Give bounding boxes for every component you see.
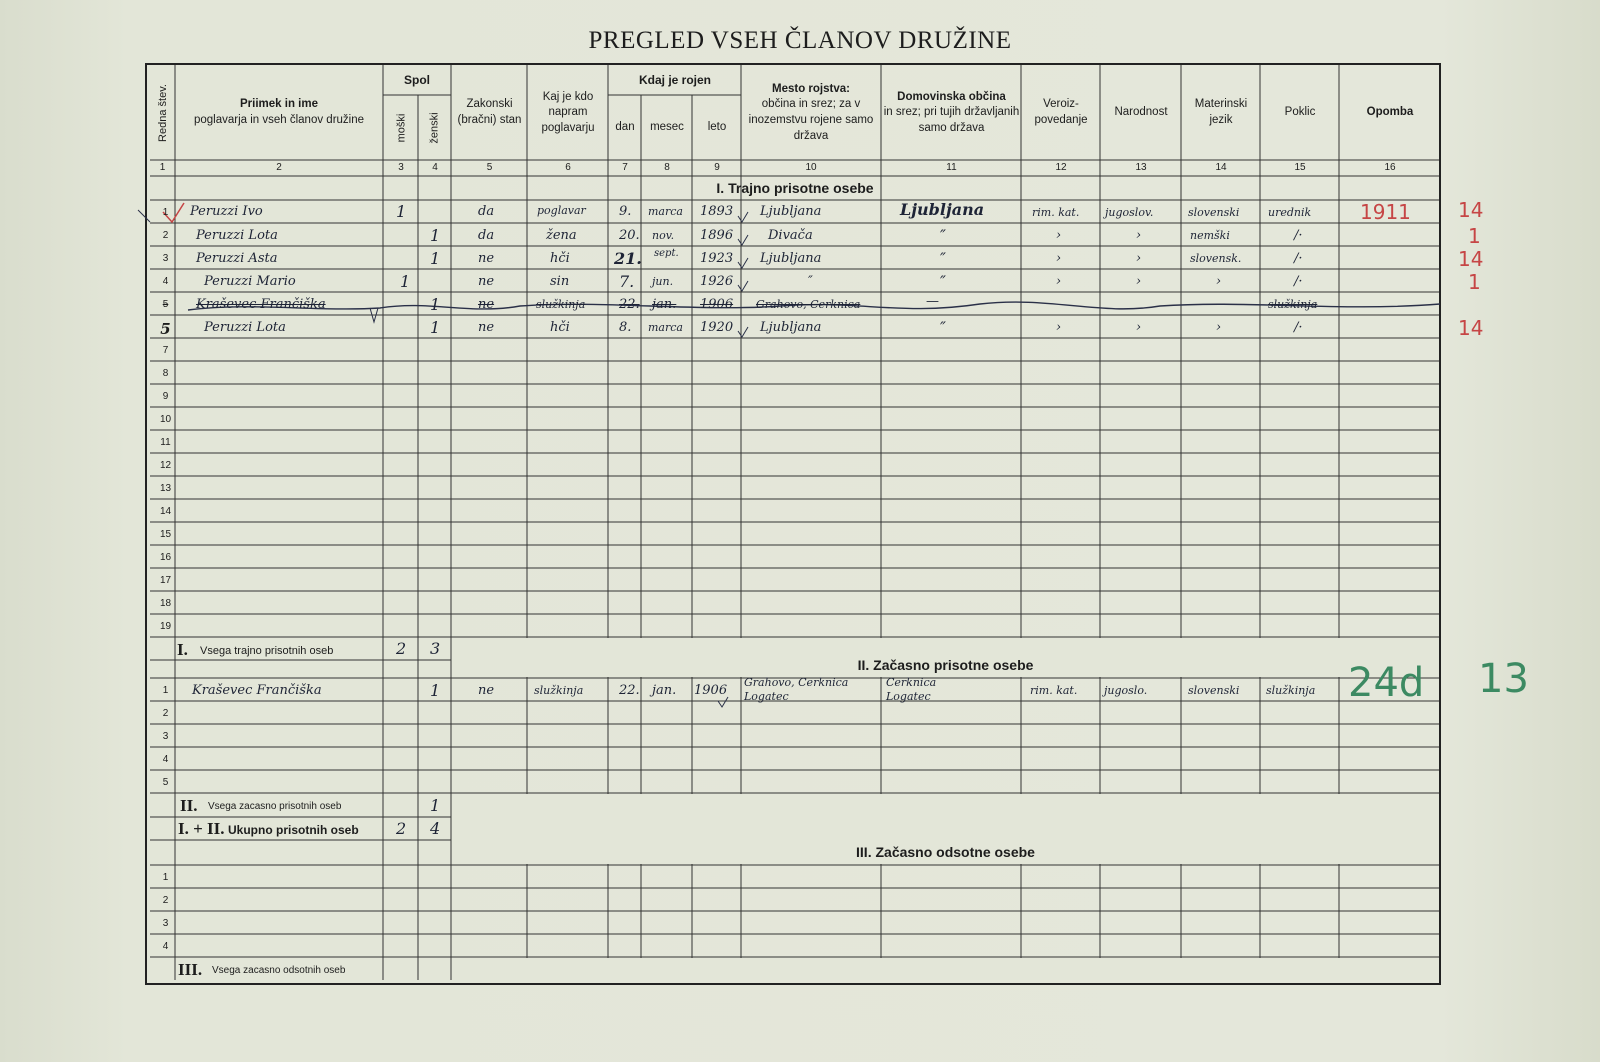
entry-month: jan. bbox=[652, 683, 677, 698]
col-number: 13 bbox=[1135, 162, 1147, 173]
col-number: 8 bbox=[664, 162, 670, 173]
entry-marital: ne bbox=[478, 297, 495, 312]
entry-marital: ne bbox=[478, 683, 495, 698]
entry-day: 22. bbox=[619, 683, 640, 698]
col-day-header: dan bbox=[615, 121, 635, 134]
entry-male: 1 bbox=[400, 272, 411, 291]
entry-female: 1 bbox=[430, 295, 441, 314]
total-present-male: 2 bbox=[396, 639, 407, 658]
entry-month: marca bbox=[648, 205, 683, 218]
entry-relation: služkinja bbox=[536, 298, 586, 311]
row-number: 17 bbox=[159, 575, 172, 586]
entry-birthplace: Ljubljana bbox=[760, 251, 822, 266]
entry-day: 8. bbox=[619, 320, 632, 335]
entry-nationality: › bbox=[1136, 228, 1142, 243]
col-relation-header: Kaj je kdo napram poglavarju bbox=[541, 90, 595, 134]
row-number: 5 bbox=[162, 299, 169, 310]
row-number: 14 bbox=[159, 506, 172, 517]
row-number-handwritten: 5 bbox=[160, 320, 171, 338]
entry-female: 1 bbox=[430, 318, 441, 337]
row-number: 19 bbox=[159, 621, 172, 632]
row-number: 12 bbox=[159, 460, 172, 471]
col-home-header bbox=[882, 66, 1021, 160]
col-number: 4 bbox=[432, 162, 438, 173]
col-number: 11 bbox=[946, 162, 957, 173]
entry-language: slovensk. bbox=[1190, 252, 1242, 265]
entry-occupation: služkinja bbox=[1268, 298, 1318, 311]
entry-birthplace: Ljubljana bbox=[760, 320, 822, 335]
row-number: 1 bbox=[162, 685, 169, 696]
row-number: 2 bbox=[162, 708, 169, 719]
total-all-present-male: 2 bbox=[396, 819, 407, 838]
row-number: 4 bbox=[162, 754, 169, 765]
row-number: 3 bbox=[162, 731, 169, 742]
row-number: 2 bbox=[162, 895, 169, 906]
entry-birthplace: Ljubljana bbox=[760, 204, 822, 219]
entry-birthplace: ″ bbox=[808, 274, 813, 289]
entry-year: 1926 bbox=[700, 274, 734, 289]
entry-year: 1906 bbox=[700, 297, 734, 312]
row-number: 15 bbox=[159, 529, 172, 540]
page-title: PREGLED VSEH ČLANOV DRUŽINE bbox=[588, 27, 1012, 54]
entry-relation: hči bbox=[550, 251, 570, 266]
entry-year: 1896 bbox=[700, 228, 734, 243]
entry-month: sept. bbox=[654, 248, 679, 259]
entry-day: 7. bbox=[619, 272, 635, 291]
entry-language: › bbox=[1216, 274, 1222, 289]
entry-home: — bbox=[926, 294, 939, 309]
total-present-label: Vsega trajno prisotnih oseb bbox=[200, 645, 334, 657]
total-roman-ii: II. bbox=[180, 796, 198, 815]
col-name-header bbox=[176, 66, 382, 160]
total-all-present-female: 4 bbox=[430, 819, 441, 838]
entry-name: Peruzzi Ivo bbox=[190, 204, 263, 219]
row-number: 13 bbox=[159, 483, 172, 494]
row-number: 7 bbox=[162, 345, 169, 356]
row-number: 9 bbox=[162, 391, 169, 402]
entry-month: marca bbox=[648, 321, 683, 334]
entry-nationality: › bbox=[1136, 251, 1142, 266]
entry-occupation: /· bbox=[1294, 228, 1303, 243]
row-number: 5 bbox=[162, 777, 169, 788]
col-home-sub: in srez; pri tujih državljanih samo država bbox=[883, 106, 1020, 134]
entry-home: Ljubljana bbox=[900, 200, 985, 219]
entry-home: Cerknica Logatec bbox=[886, 676, 937, 704]
entry-female: 1 bbox=[430, 681, 441, 700]
entry-language: slovenski bbox=[1188, 206, 1240, 219]
entry-religion: rim. kat. bbox=[1030, 684, 1078, 697]
col-language-header: Materinski jezik bbox=[1194, 98, 1248, 126]
entry-marital: ne bbox=[478, 320, 495, 335]
total-roman-i: I. bbox=[177, 640, 188, 659]
entry-relation: služkinja bbox=[534, 684, 584, 697]
col-home-title: Domovinska občina bbox=[897, 90, 1006, 103]
col-number: 3 bbox=[398, 162, 404, 173]
entry-occupation: urednik bbox=[1268, 206, 1312, 219]
entry-occupation: služkinja bbox=[1266, 684, 1316, 697]
entry-home: ″ bbox=[940, 249, 946, 268]
entry-male: 1 bbox=[396, 202, 407, 221]
row-number: 18 bbox=[159, 598, 172, 609]
entry-home: ″ bbox=[940, 318, 946, 337]
col-number-header: Redna štev. bbox=[156, 84, 169, 142]
col-number: 1 bbox=[159, 162, 166, 173]
entry-name: Peruzzi Asta bbox=[196, 251, 278, 266]
row-number: 1 bbox=[162, 872, 169, 883]
row-number: 2 bbox=[162, 230, 169, 241]
col-sex-header: Spol bbox=[404, 72, 430, 87]
entry-day: 21. bbox=[614, 249, 642, 268]
col-number: 9 bbox=[714, 162, 720, 173]
entry-note: 1911 bbox=[1360, 200, 1411, 224]
col-female-header: ženski bbox=[429, 112, 441, 144]
entry-red-mark: 1 bbox=[1468, 270, 1481, 294]
total-temp-present-female: 1 bbox=[430, 796, 441, 815]
entry-birthplace: Grahovo, Cerknica Logatec bbox=[744, 676, 849, 704]
entry-year: 1923 bbox=[700, 251, 734, 266]
col-number: 5 bbox=[486, 162, 493, 173]
entry-month: nov. bbox=[652, 229, 675, 242]
total-roman-iii: III. bbox=[178, 960, 203, 979]
total-temp-present-label: Vsega zacasno prisotnih oseb bbox=[208, 801, 342, 812]
entry-nationality: jugoslo. bbox=[1104, 684, 1148, 697]
entry-name: Peruzzi Lota bbox=[196, 228, 278, 243]
section-title-temp-absent: III. Začasno odsotne osebe bbox=[856, 844, 1035, 860]
entry-marital: ne bbox=[478, 274, 495, 289]
entry-birthplace: Divača bbox=[768, 228, 813, 243]
col-birthplace-title: Mesto rojstva: bbox=[772, 82, 850, 95]
col-number: 14 bbox=[1215, 162, 1227, 173]
row-number: 3 bbox=[162, 918, 169, 929]
entry-name: Peruzzi Lota bbox=[204, 320, 286, 335]
col-birthplace-sub: občina in srez; za v inozemstvu rojene samo država bbox=[748, 98, 874, 142]
entry-marital: ne bbox=[478, 251, 495, 266]
col-number: 12 bbox=[1055, 162, 1067, 173]
entry-relation: hči bbox=[550, 320, 570, 335]
entry-home: ″ bbox=[940, 226, 946, 245]
row-number: 3 bbox=[162, 253, 169, 264]
col-name-sub: poglavarja in vseh članov družine bbox=[193, 114, 365, 126]
col-marital-header: Zakonski (bračni) stan bbox=[457, 98, 522, 126]
entry-day: 22. bbox=[619, 297, 640, 312]
entry-day: 9. bbox=[619, 204, 632, 219]
entry-occupation: /· bbox=[1294, 251, 1303, 266]
row-number: 8 bbox=[162, 368, 169, 379]
entry-occupation: /· bbox=[1294, 320, 1303, 335]
col-number: 10 bbox=[805, 162, 817, 173]
entry-language: › bbox=[1216, 320, 1222, 335]
col-month-header: mesec bbox=[650, 121, 684, 134]
row-number: 1 bbox=[162, 207, 169, 218]
entry-year: 1906 bbox=[694, 683, 728, 698]
entry-language: slovenski bbox=[1188, 684, 1240, 697]
entry-year: 1920 bbox=[700, 320, 734, 335]
section-title-temp-present: II. Začasno prisotne osebe bbox=[857, 657, 1034, 673]
total-temp-absent-label: Vsega zacasno odsotnih oseb bbox=[212, 965, 346, 976]
col-born-header: Kdaj je rojen bbox=[638, 72, 712, 87]
row-number: 11 bbox=[160, 437, 171, 448]
entry-relation: sin bbox=[550, 274, 570, 289]
entry-red-mark: 14 bbox=[1458, 247, 1484, 271]
entry-green-mark-margin: 13 bbox=[1478, 656, 1529, 702]
row-number: 4 bbox=[162, 276, 169, 287]
entry-green-mark: 24d bbox=[1348, 660, 1425, 706]
section-title-present: I. Trajno prisotne osebe bbox=[716, 180, 874, 196]
entry-month: jun. bbox=[652, 275, 674, 288]
entry-relation: poglavar bbox=[537, 204, 586, 217]
col-number: 7 bbox=[622, 162, 628, 173]
entry-red-mark: 14 bbox=[1458, 316, 1484, 340]
entry-month: jan. bbox=[652, 297, 677, 312]
col-nationality-header: Narodnost bbox=[1114, 106, 1168, 119]
col-occupation-header: Poklic bbox=[1284, 106, 1316, 119]
entry-marital: da bbox=[478, 204, 495, 219]
entry-religion: › bbox=[1056, 228, 1062, 243]
entry-red-mark: 1 bbox=[1468, 224, 1481, 248]
col-male-header: moški bbox=[394, 113, 407, 143]
entry-occupation: /· bbox=[1294, 274, 1303, 289]
entry-year: 1893 bbox=[700, 204, 734, 219]
col-number: 16 bbox=[1384, 162, 1396, 173]
entry-religion: › bbox=[1056, 251, 1062, 266]
entry-nationality: › bbox=[1136, 274, 1142, 289]
entry-religion: › bbox=[1056, 274, 1062, 289]
entry-language: nemški bbox=[1190, 229, 1230, 242]
col-number: 2 bbox=[276, 162, 282, 173]
entry-birthplace: Grahovo, Cerknica bbox=[756, 298, 861, 311]
col-name-title: Priimek in ime bbox=[240, 98, 318, 111]
entry-female: 1 bbox=[430, 226, 441, 245]
entry-relation: žena bbox=[546, 228, 577, 243]
entry-name-crossed: Kraševec Frančiška bbox=[196, 297, 326, 312]
total-present-female: 3 bbox=[430, 639, 441, 658]
entry-religion: rim. kat. bbox=[1032, 206, 1080, 219]
col-number: 6 bbox=[565, 162, 571, 173]
entry-day: 20. bbox=[619, 228, 640, 243]
row-number: 16 bbox=[159, 552, 172, 563]
entry-nationality: › bbox=[1136, 320, 1142, 335]
entry-name: Kraševec Frančiška bbox=[192, 683, 322, 698]
entry-name: Peruzzi Mario bbox=[204, 274, 296, 289]
entry-female: 1 bbox=[430, 249, 441, 268]
entry-red-mark: 14 bbox=[1458, 198, 1484, 222]
col-religion-header: Veroiz-povedanje bbox=[1034, 98, 1088, 126]
col-year-header: leto bbox=[707, 121, 727, 134]
col-birthplace-header bbox=[742, 66, 880, 160]
entry-nationality: jugoslov. bbox=[1105, 206, 1154, 219]
total-all-present-label: Ukupno prisotnih oseb bbox=[228, 823, 359, 837]
row-number: 4 bbox=[162, 941, 169, 952]
entry-religion: › bbox=[1056, 320, 1062, 335]
row-number: 10 bbox=[159, 414, 172, 425]
entry-home: ″ bbox=[940, 272, 946, 291]
col-note-header: Opomba bbox=[1366, 106, 1414, 119]
col-number: 15 bbox=[1294, 162, 1306, 173]
entry-marital: da bbox=[478, 228, 495, 243]
total-roman-i-ii: I. + II. bbox=[178, 819, 225, 838]
